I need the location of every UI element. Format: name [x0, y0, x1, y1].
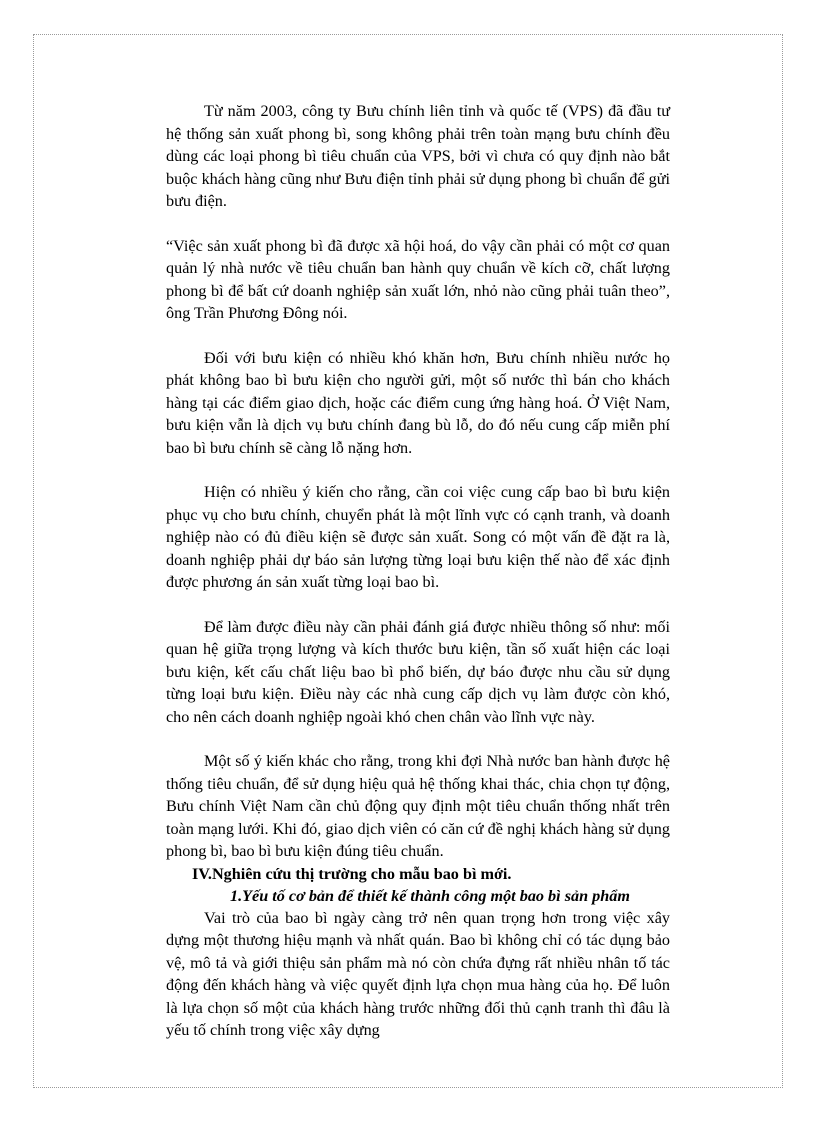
paragraph-parcels: Đối với bưu kiện có nhiều khó khăn hơn, Bưu chính nhiều nước họ phát không bao bì bưu kiện cho người gửi, một số nước thì bán cho khách hàng tại các điểm giao dịch, hoặc các điểm cung ứng hàng hoá. Ở Việt Nam, bưu kiện vẫn là dịch vụ bưu chính đang bù lỗ, do đó nếu cung cấp miễn phí bao bì bưu chính sẽ càng lỗ nặng hơn.: [166, 348, 670, 457]
paragraph-vps-envelopes: Từ năm 2003, công ty Bưu chính liên tỉnh và quốc tế (VPS) đã đầu tư hệ thống sản xuất phong bì, song không phải trên toàn mạng bưu chính đều dùng các loại phong bì tiêu chuẩn của VPS, bởi vì chưa có quy định nào bắt buộc khách hàng cũng như Bưu điện tỉnh phải sử dụng phong bì chuẩn để gửi bưu điện.: [166, 102, 670, 210]
paragraph-gap: [166, 213, 670, 235]
paragraph-opinions: Hiện có nhiều ý kiến cho rằng, cần coi việc cung cấp bao bì bưu kiện phục vụ cho bưu chính, chuyển phát là một lĩnh vực có cạnh tranh, và doanh nghiệp nào có đủ điều kiện sẽ được sản xuất. Song có một vấn đề đặt ra là, doanh nghiệp phải dự báo sản lượng từng loại bưu kiện thế nào để xác định được phương án sản xuất từng loại bao bì.: [166, 483, 670, 591]
paragraph-parameters: Để làm được điều này cần phải đánh giá được nhiều thông số như: mối quan hệ giữa trọng lượng và kích thước bưu kiện, tần số xuất hiện các loại bưu kiện, kết cấu chất liệu bao bì phổ biến, dự báo được nhu cầu sử dụng từng loại bưu kiện. Điều này các nhà cung cấp dịch vụ làm được còn khó, cho nên cách doanh nghiệp ngoài khó chen chân vào lĩnh vực này.: [166, 617, 670, 726]
paragraph-quote: “Việc sản xuất phong bì đã được xã hội hoá, do vậy cần phải có một cơ quan quản lý nhà nước về tiêu chuẩn ban hành quy chuẩn về kích cỡ, chất lượng phong bì để bất cứ doanh nghiệp sản xuất lớn, nhỏ nào cũng phải tuân theo”, ông Trần Phương Đông nói.: [166, 236, 670, 322]
paragraph-gap: [166, 459, 670, 481]
paragraph-standards: Một số ý kiến khác cho rằng, trong khi đợi Nhà nước ban hành được hệ thống tiêu chuẩn, để sử dụng hiệu quả hệ thống khai thác, chia chọn tự động, Bưu chính Việt Nam cần chủ động quy định một tiêu chuẩn thống nhất trên toàn mạng lưới. Khi đó, giao dịch viên có căn cứ đề nghị khách hàng sử dụng phong bì, bao bì bưu kiện đúng tiêu chuẩn.: [166, 752, 670, 860]
paragraph-packaging-role: Vai trò của bao bì ngày càng trở nên quan trọng hơn trong việc xây dựng một thương hiệu mạnh và nhất quán. Bao bì không chỉ có tác dụng bảo vệ, mô tả và giới thiệu sản phẩm mà nó còn chứa đựng rất nhiều nhân tố tác động đến khách hàng và việc quyết định lựa chọn mua hàng của họ. Để luôn là lựa chọn số một của khách hàng trước những đối thủ cạnh tranh thì đâu là yếu tố chính trong việc xây dựng: [166, 908, 670, 1039]
section-heading: IV.Nghiên cứu thị trường cho mẫu bao bì mới.: [192, 864, 512, 883]
paragraph-gap: [166, 594, 670, 616]
paragraph-gap: [166, 728, 670, 750]
document-body: [166, 100, 670, 1042]
subsection-heading: 1.Yếu tố cơ bản để thiết kế thành công một bao bì sản phẩm: [230, 886, 630, 905]
paragraph-gap: [166, 325, 670, 347]
